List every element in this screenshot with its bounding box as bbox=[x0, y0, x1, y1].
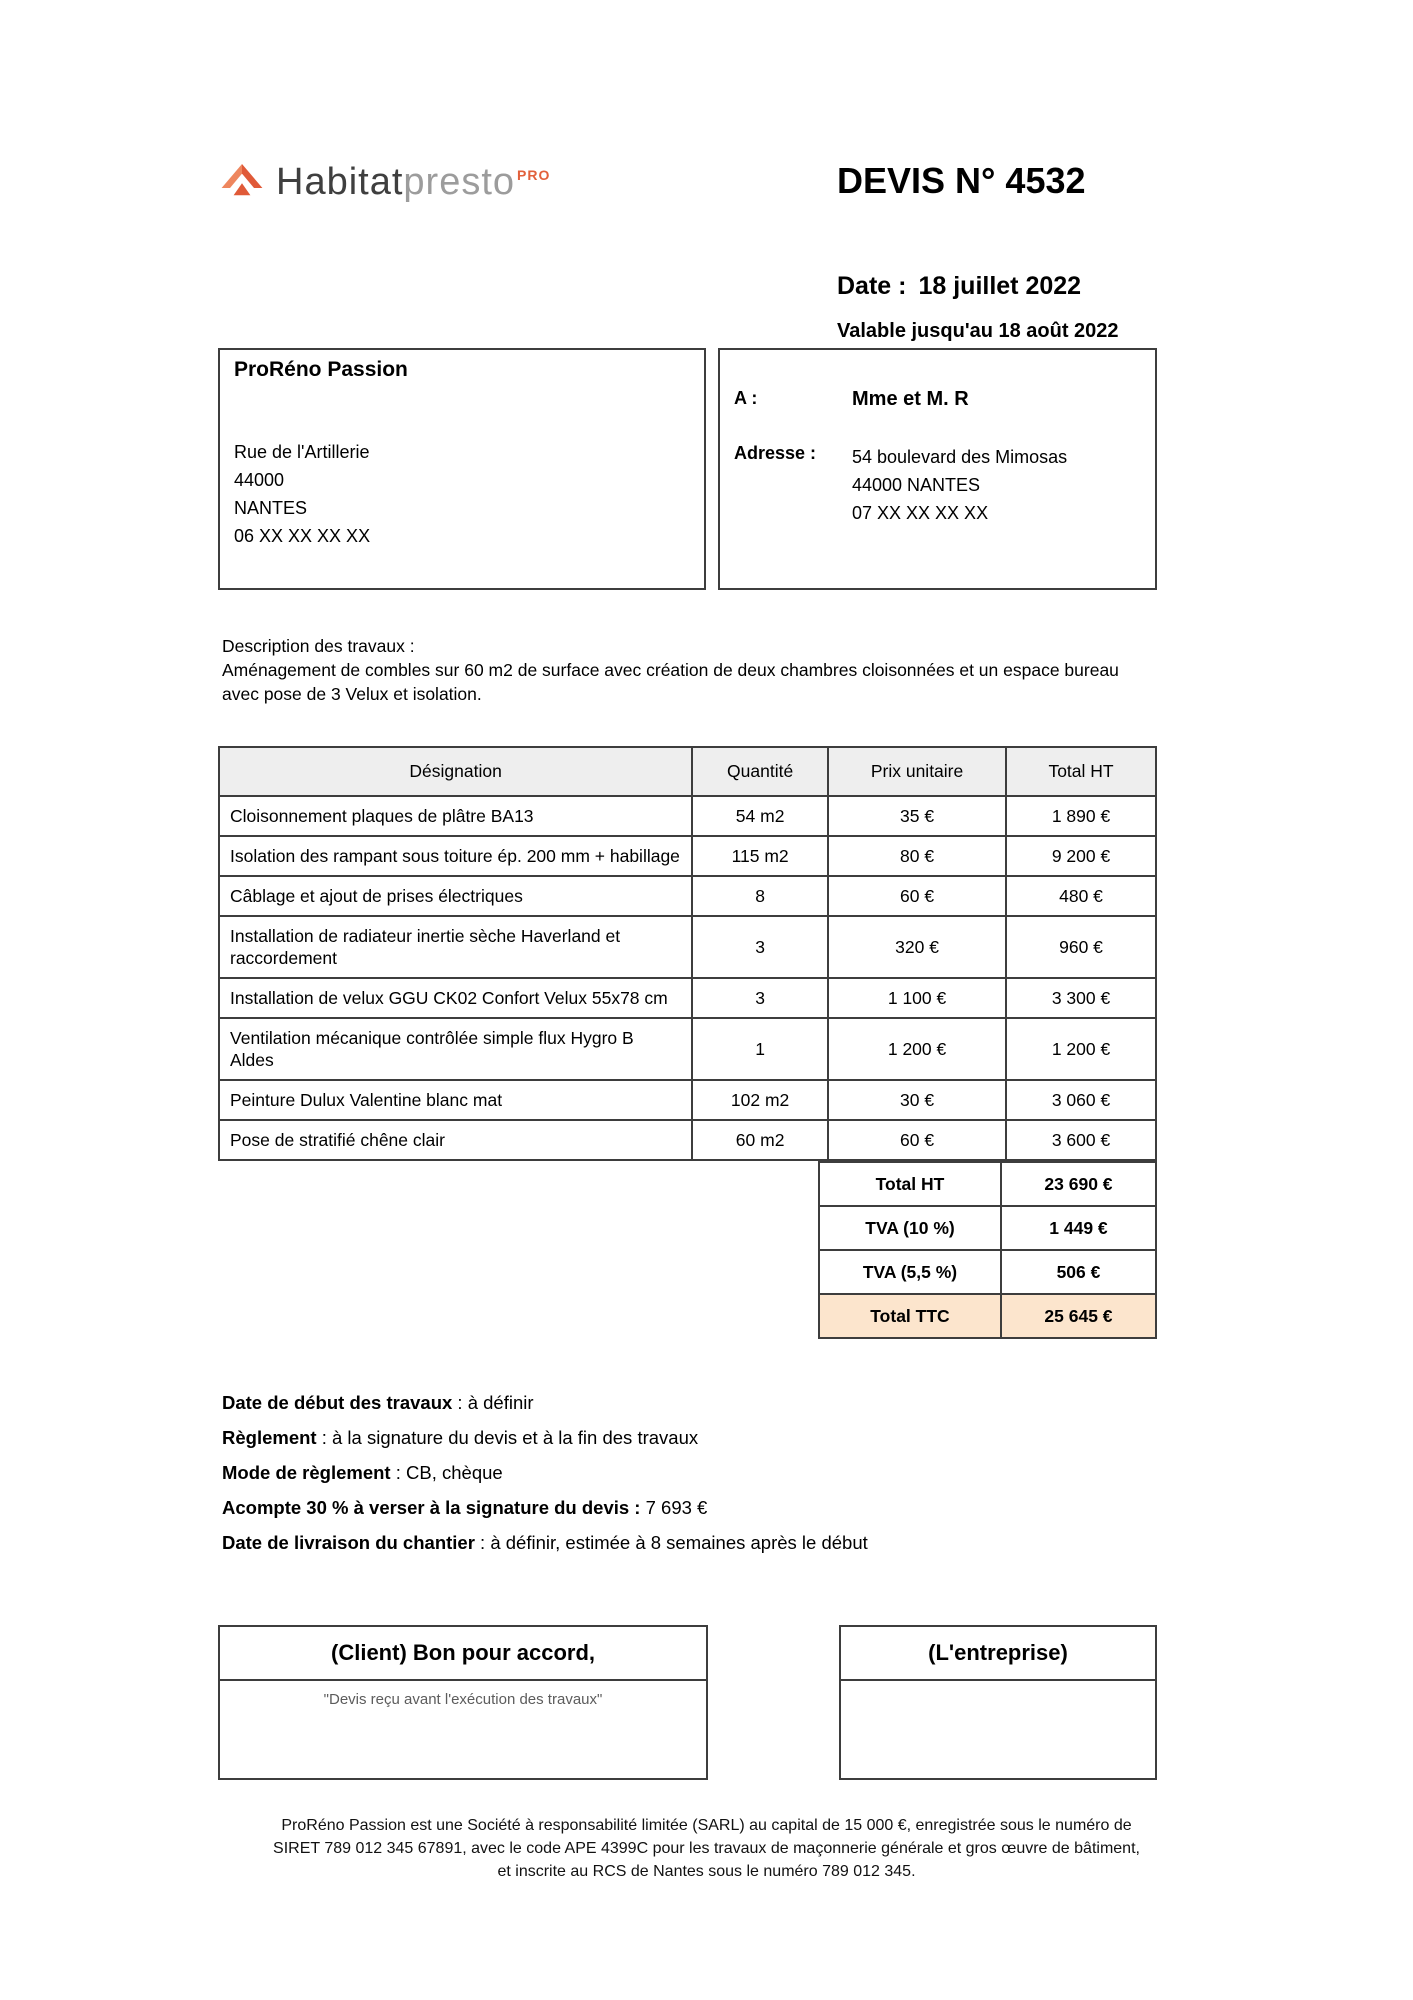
term-start-date: Date de début des travaux : à définir bbox=[222, 1392, 534, 1413]
date-line bbox=[837, 272, 1081, 301]
date-label: Date : bbox=[837, 272, 907, 300]
legal-footer-line: et inscrite au RCS de Nantes sous le numéro 789 012 345. bbox=[497, 1863, 916, 1880]
cell-total: 3 600 € bbox=[1006, 1120, 1156, 1160]
legal-footer-line: ProRéno Passion est une Société à responsabilité limitée (SARL) au capital de 15 000 €, enregistrée sous le numéro de bbox=[281, 1817, 1132, 1834]
works-description-title: Description des travaux : bbox=[222, 636, 415, 656]
term-payment-method: Mode de règlement : CB, chèque bbox=[222, 1462, 503, 1483]
cell-total: 960 € bbox=[1006, 916, 1156, 978]
parties-section bbox=[218, 348, 1157, 590]
legal-footer-line: SIRET 789 012 345 67891, avec le code APE 4399C pour les travaux de maçonnerie générale et gros œuvre de bâtiment, bbox=[273, 1840, 1140, 1857]
sender-address bbox=[234, 438, 690, 550]
items-table bbox=[218, 746, 1157, 1161]
sender-phone: 06 XX XX XX XX bbox=[234, 526, 371, 546]
cell-designation: Ventilation mécanique contrôlée simple flux Hygro B Aldes bbox=[219, 1018, 692, 1080]
cell-total: 1 200 € bbox=[1006, 1018, 1156, 1080]
tva-10-label: TVA (10 %) bbox=[819, 1206, 1001, 1250]
table-row bbox=[219, 796, 1156, 836]
sender-box bbox=[218, 348, 706, 590]
recipient-name-row bbox=[734, 388, 1141, 411]
client-signature-title: (Client) Bon pour accord, bbox=[220, 1627, 706, 1681]
sender-name: ProRéno Passion bbox=[234, 358, 408, 381]
recipient-to-label: A : bbox=[734, 388, 758, 408]
cell-quantity: 54 m2 bbox=[692, 796, 828, 836]
cell-quantity: 3 bbox=[692, 978, 828, 1018]
recipient-name: Mme et M. R bbox=[852, 388, 969, 410]
cell-total: 3 060 € bbox=[1006, 1080, 1156, 1120]
company-signature-box bbox=[839, 1625, 1157, 1780]
sender-address-line: 44000 bbox=[234, 470, 285, 490]
cell-unit-price: 60 € bbox=[828, 1120, 1006, 1160]
cell-unit-price: 1 100 € bbox=[828, 978, 1006, 1018]
cell-quantity: 115 m2 bbox=[692, 836, 828, 876]
client-signature-note: "Devis reçu avant l'exécution des travaux" bbox=[323, 1691, 603, 1708]
sender-address-line: NANTES bbox=[234, 498, 308, 518]
cell-total: 480 € bbox=[1006, 876, 1156, 916]
table-row bbox=[219, 876, 1156, 916]
total-ht-value: 23 690 € bbox=[1001, 1162, 1156, 1206]
col-header-quantity: Quantité bbox=[692, 747, 828, 796]
recipient-address-label: Adresse : bbox=[734, 443, 817, 463]
logo-pro-badge: PRO bbox=[517, 167, 551, 183]
cell-total: 9 200 € bbox=[1006, 836, 1156, 876]
logo-wordmark bbox=[276, 163, 550, 201]
total-ttc-row bbox=[819, 1294, 1156, 1338]
term-deposit: Acompte 30 % à verser à la signature du devis : 7 693 € bbox=[222, 1497, 708, 1518]
term-delivery-date: Date de livraison du chantier : à définir, estimée à 8 semaines après le début bbox=[222, 1532, 868, 1553]
cell-designation: Isolation des rampant sous toiture ép. 200 mm + habillage bbox=[219, 836, 692, 876]
cell-designation: Câblage et ajout de prises électriques bbox=[219, 876, 692, 916]
works-description bbox=[222, 634, 1134, 706]
logo-presto-text: presto bbox=[403, 161, 516, 203]
items-header-row bbox=[219, 747, 1156, 796]
cell-unit-price: 30 € bbox=[828, 1080, 1006, 1120]
recipient-address bbox=[852, 443, 1067, 527]
table-row bbox=[219, 916, 1156, 978]
cell-unit-price: 60 € bbox=[828, 876, 1006, 916]
recipient-phone: 07 XX XX XX XX bbox=[852, 503, 989, 523]
cell-total: 3 300 € bbox=[1006, 978, 1156, 1018]
total-ttc-value: 25 645 € bbox=[1001, 1294, 1156, 1338]
col-header-total-ht: Total HT bbox=[1006, 747, 1156, 796]
table-row bbox=[219, 1120, 1156, 1160]
company-signature-title: (L'entreprise) bbox=[841, 1627, 1155, 1681]
signature-section bbox=[218, 1625, 1157, 1780]
cell-unit-price: 35 € bbox=[828, 796, 1006, 836]
cell-quantity: 102 m2 bbox=[692, 1080, 828, 1120]
terms-section bbox=[222, 1392, 868, 1567]
document-title: DEVIS N° 4532 bbox=[837, 160, 1086, 201]
legal-footer bbox=[0, 1814, 1413, 1883]
table-row bbox=[219, 1018, 1156, 1080]
term-payment: Règlement : à la signature du devis et à la fin des travaux bbox=[222, 1427, 699, 1448]
total-ttc-label: Total TTC bbox=[819, 1294, 1001, 1338]
cell-quantity: 1 bbox=[692, 1018, 828, 1080]
tva-55-label: TVA (5,5 %) bbox=[819, 1250, 1001, 1294]
recipient-address-line: 44000 NANTES bbox=[852, 475, 981, 495]
cell-designation: Cloisonnement plaques de plâtre BA13 bbox=[219, 796, 692, 836]
date-value: 18 juillet 2022 bbox=[918, 272, 1082, 300]
tva-55-row bbox=[819, 1250, 1156, 1294]
client-signature-box bbox=[218, 1625, 708, 1780]
table-row bbox=[219, 1080, 1156, 1120]
habitatpresto-logo bbox=[218, 158, 550, 206]
table-row bbox=[219, 978, 1156, 1018]
table-row bbox=[219, 836, 1156, 876]
cell-total: 1 890 € bbox=[1006, 796, 1156, 836]
cell-unit-price: 320 € bbox=[828, 916, 1006, 978]
tva-10-value: 1 449 € bbox=[1001, 1206, 1156, 1250]
cell-unit-price: 80 € bbox=[828, 836, 1006, 876]
totals-table bbox=[818, 1161, 1157, 1339]
sender-address-line: Rue de l'Artillerie bbox=[234, 442, 370, 462]
col-header-unit-price: Prix unitaire bbox=[828, 747, 1006, 796]
recipient-address-row bbox=[734, 443, 1141, 527]
cell-quantity: 60 m2 bbox=[692, 1120, 828, 1160]
total-ht-label: Total HT bbox=[819, 1162, 1001, 1206]
works-description-body: Aménagement de combles sur 60 m2 de surface avec création de deux chambres cloisonnées et un espace bureau avec pose de 3 Velux et isolation. bbox=[222, 660, 1119, 704]
col-header-designation: Désignation bbox=[219, 747, 692, 796]
recipient-box bbox=[718, 348, 1157, 590]
house-arrow-icon bbox=[218, 158, 266, 206]
tva-10-row bbox=[819, 1206, 1156, 1250]
validity-note: Valable jusqu'au 18 août 2022 bbox=[837, 320, 1119, 342]
cell-designation: Installation de radiateur inertie sèche Haverland et raccordement bbox=[219, 916, 692, 978]
cell-designation: Peinture Dulux Valentine blanc mat bbox=[219, 1080, 692, 1120]
cell-unit-price: 1 200 € bbox=[828, 1018, 1006, 1080]
total-ht-row bbox=[819, 1162, 1156, 1206]
recipient-address-line: 54 boulevard des Mimosas bbox=[852, 447, 1068, 467]
cell-designation: Installation de velux GGU CK02 Confort Velux 55x78 cm bbox=[219, 978, 692, 1018]
client-signature-area bbox=[220, 1681, 706, 1778]
tva-55-value: 506 € bbox=[1001, 1250, 1156, 1294]
logo-habitat-text: Habitat bbox=[276, 161, 404, 203]
cell-quantity: 8 bbox=[692, 876, 828, 916]
pricing-section bbox=[218, 746, 1157, 1339]
cell-designation: Pose de stratifié chêne clair bbox=[219, 1120, 692, 1160]
company-signature-area bbox=[841, 1681, 1155, 1778]
cell-quantity: 3 bbox=[692, 916, 828, 978]
